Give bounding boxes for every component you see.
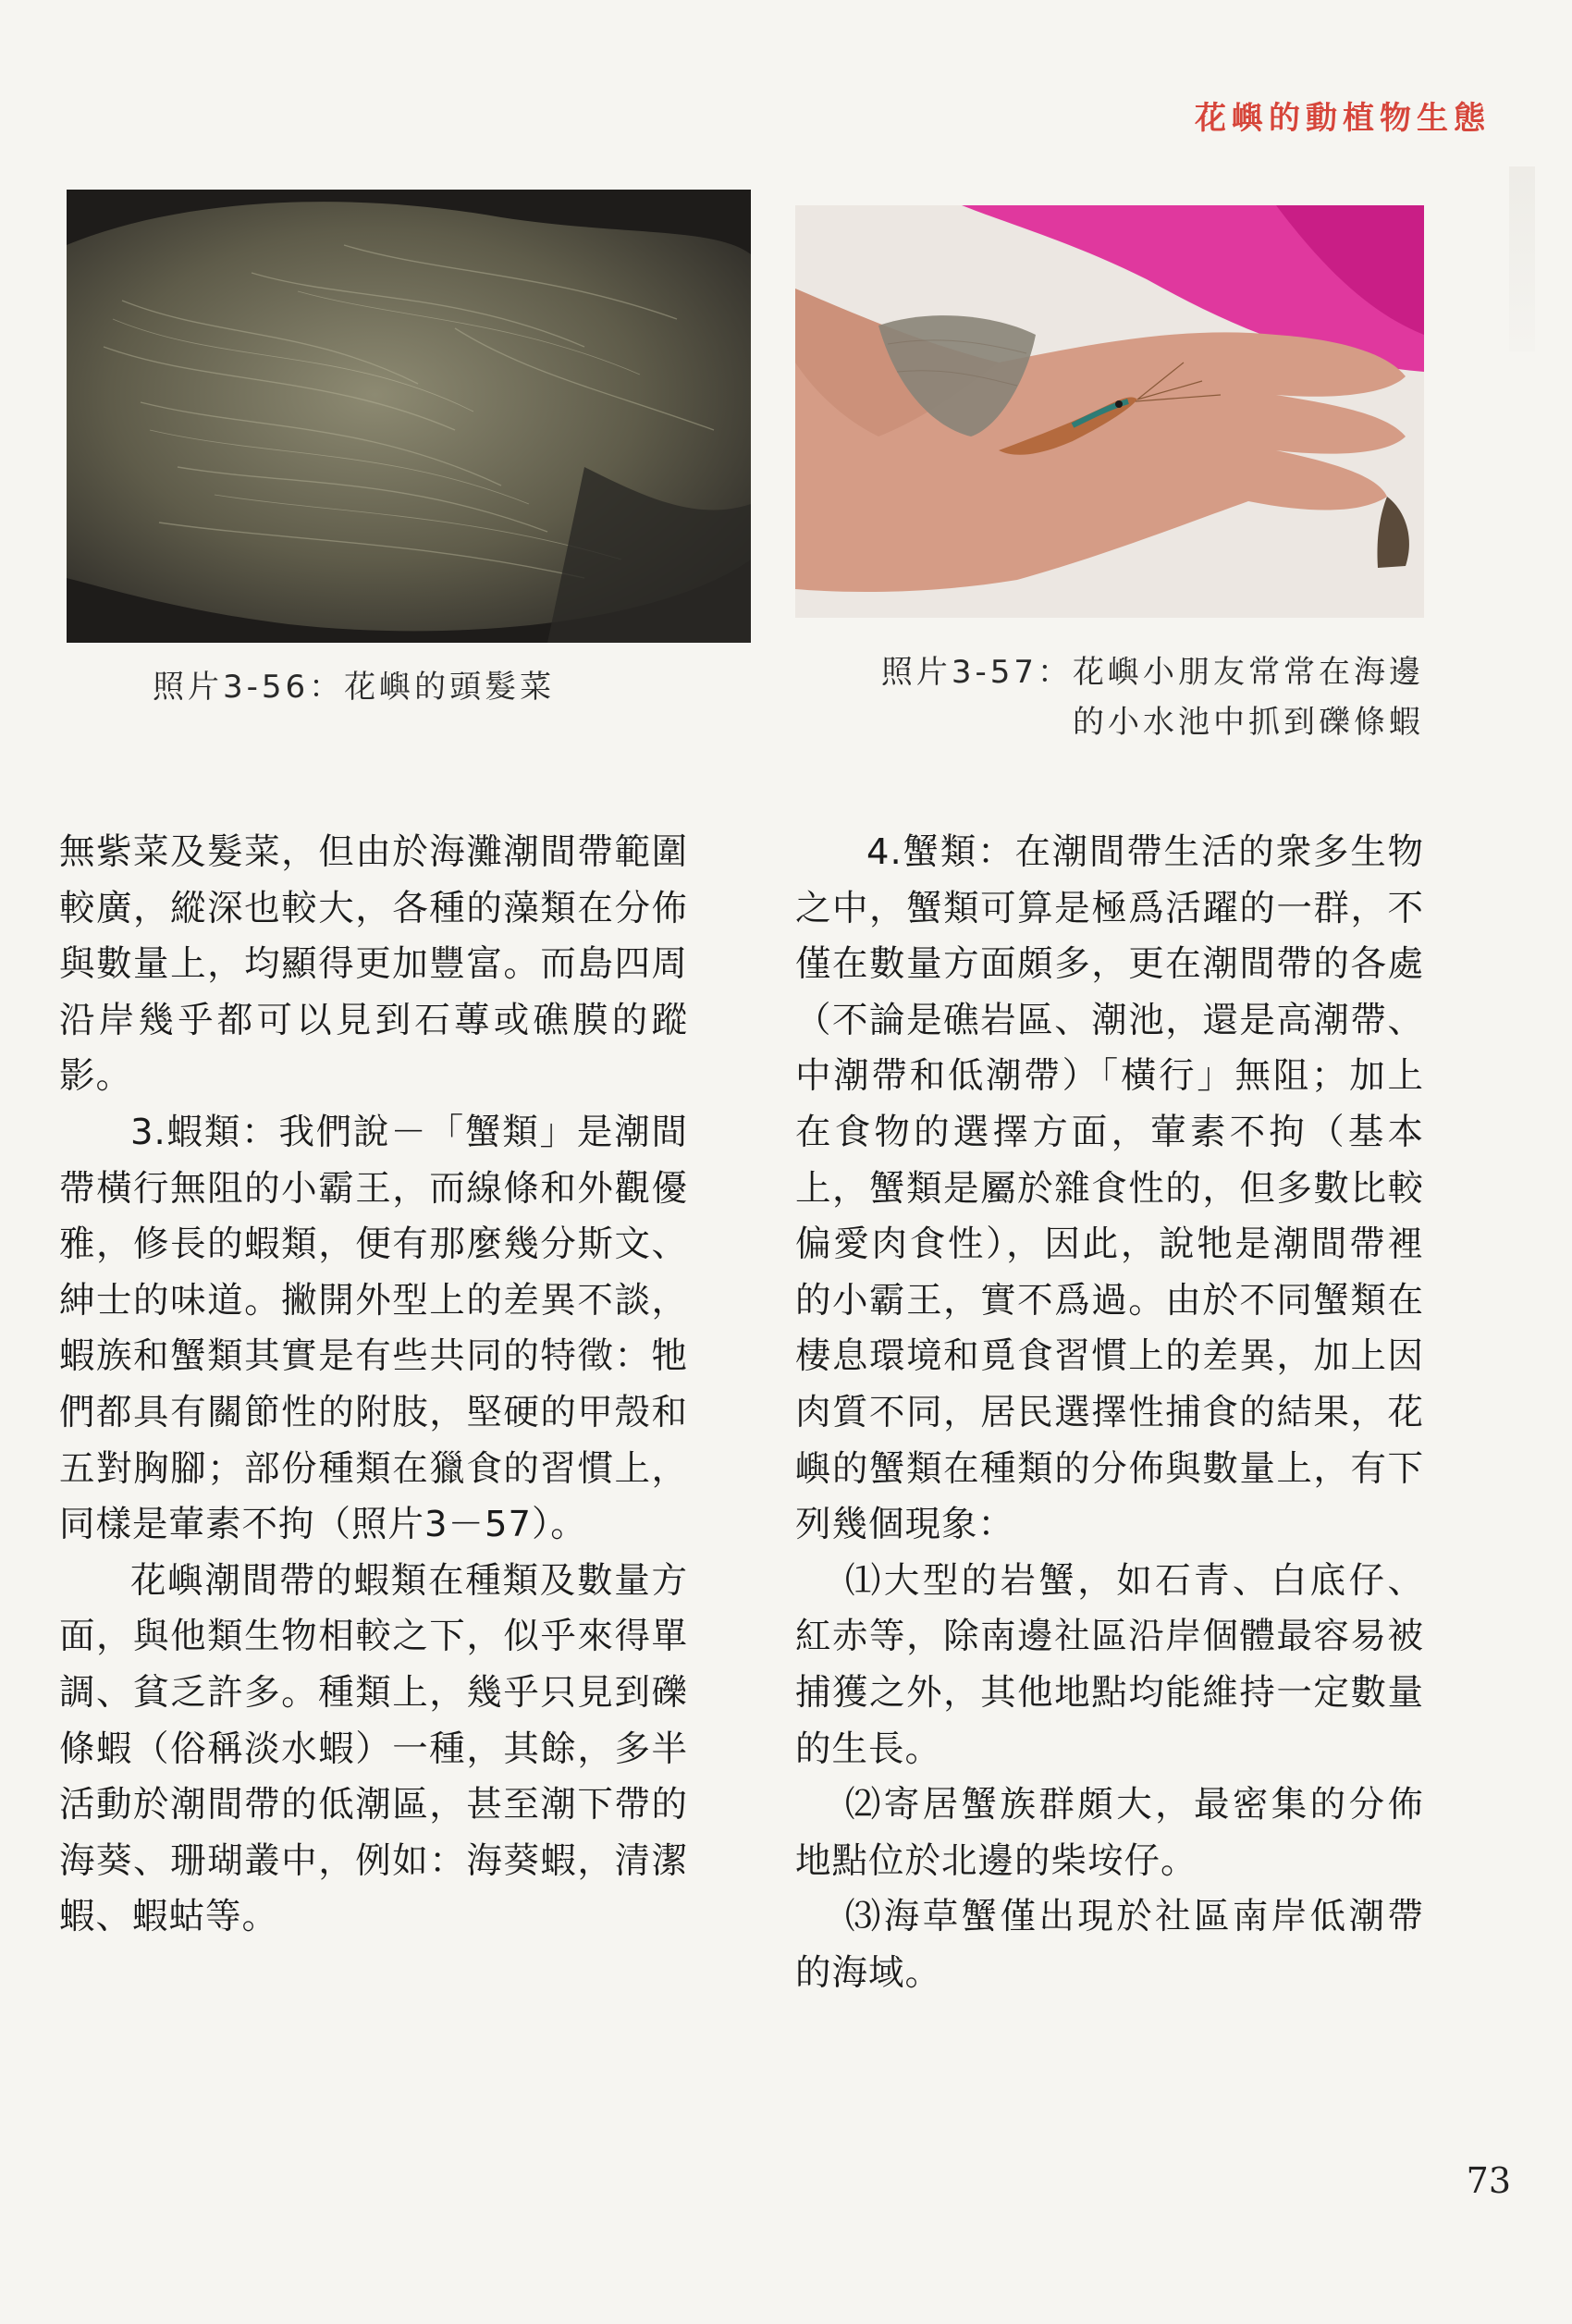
page-edge-shadow	[1509, 166, 1535, 351]
body-column-right	[795, 825, 1424, 2001]
paragraph-shrimp-species: 花嶼潮間帶的蝦類在種類及數量方面，與他類生物相較之下，似乎來得單調、貧乏許多。種類上，幾乎只見到礫條蝦（俗稱淡水蝦）一種，其餘，多半活動於潮間帶的低潮區，甚至潮下帶的海葵、珊瑚叢中，例如：海葵蝦，清潔蝦、蝦蛄等。	[59, 1559, 688, 1938]
paragraph-shrimp-intro: 3.蝦類：我們說－「蟹類」是潮間帶橫行無阻的小霸王，而線條和外觀優雅，修長的蝦類，便有那麼幾分斯文、紳士的味道。撇開外型上的差異不談，蝦族和蟹類其實是有些共同的特徵：牠們都具有關節性的附肢，堅硬的甲殼和五對胸腳；部份種類在獵食的習慣上，同樣是葷素不拘（照片3－57）。	[59, 1111, 688, 1546]
paragraph-crab-intro: 4.蟹類：在潮間帶生活的衆多生物之中，蟹類可算是極爲活躍的一群，不僅在數量方面頗多，更在潮間帶的各處（不論是礁岩區、潮池，還是高潮帶、中潮帶和低潮帶）「橫行」無阻；加上在食物的選擇方面，葷素不拘（基本上，蟹類是屬於雜食性的，但多數比較偏愛肉食性），因此，說牠是潮間帶裡的小霸王，實不爲過。由於不同蟹類在棲息環境和覓食習慣上的差異，加上因肉質不同，居民選擇性捕食的結果，花嶼的蟹類在種類的分佈與數量上，有下列幾個現象：	[795, 831, 1424, 1546]
body-column-left	[59, 825, 688, 1946]
algae-rock-image	[67, 190, 751, 643]
list-item-crab-1: ⑴大型的岩蟹，如石青、白底仔、紅赤等，除南邊社區沿岸個體最容易被捕獲之外，其他地點均能維持一定數量的生長。	[795, 1559, 1424, 1770]
page-number: 73	[1466, 2160, 1511, 2201]
caption-line: 的小水池中抓到礫條蝦	[1073, 704, 1424, 741]
paragraph-algae-continued: 無紫菜及髮菜，但由於海灘潮間帶範圍較廣，縱深也較大，各種的藻類在分佈與數量上，均顯得更加豐富。而島四周沿岸幾乎都可以見到石蓴或礁膜的蹤影。	[59, 831, 688, 1098]
list-item-crab-2: ⑵寄居蟹族群頗大，最密集的分佈地點位於北邊的柴垵仔。	[795, 1784, 1424, 1882]
running-header: 花嶼的動植物生態	[1195, 100, 1491, 137]
photo-hair-algae	[67, 190, 751, 643]
shrimp-hand-image	[795, 205, 1424, 618]
caption-line: 照片3-57：花嶼小朋友常常在海邊	[880, 654, 1424, 691]
photo-caption-3-56: 照片3-56：花嶼的頭髮菜	[153, 669, 556, 706]
list-item-crab-3: ⑶海草蟹僅出現於社區南岸低潮帶的海域。	[795, 1896, 1424, 1994]
photo-shrimp-on-hand	[795, 205, 1424, 618]
photo-caption-3-57	[804, 647, 1424, 747]
